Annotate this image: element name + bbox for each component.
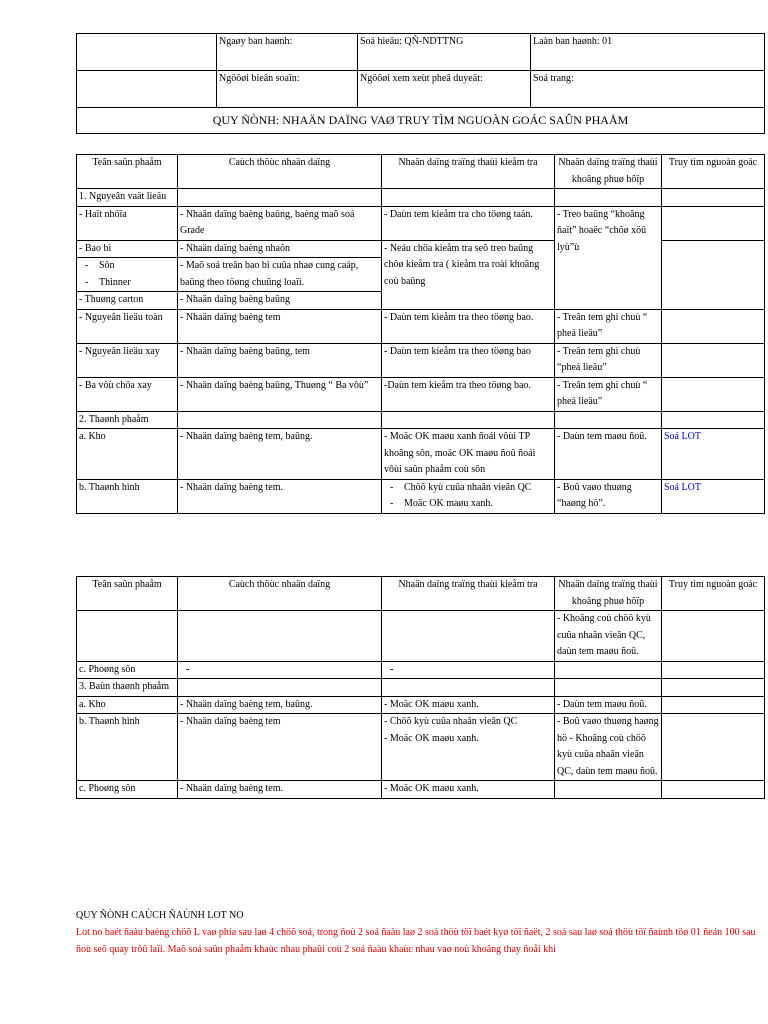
- section-row: [77, 189, 765, 207]
- section-row: [77, 411, 765, 429]
- notes-heading: QUY ÑÒNH CAÙCH ÑAÙNH LOT NO: [76, 910, 244, 921]
- trace-cell: [662, 343, 765, 377]
- method-cell: - Nhaän daïng baèng tem: [178, 714, 382, 781]
- method-cell: - Nhaän daïng baèng baûng: [178, 292, 382, 310]
- document-number: Soá hieäu: QÑ-NDTTNG: [358, 34, 531, 71]
- revision-number: Laàn ban haønh: 01: [531, 34, 765, 71]
- notes-body: Lot no baét ñaàu baèng chöõ L vaø phía sau laø 4 chöõ soá, trong ñoù 2 soá ñaàu laø 2 soá thöù töï baét kyø töï ñaët, 2 soá sau laø soá thöù töï ñaùnh töø 01 ñeán 100 sau ñoù seõ quay trôû laïi. Maõ soá saûn phaåm khaùc nhau phaûi coù 2 soá ñaàu khaùc nhau vaø noù khoâng thay ñoåi khi: [76, 927, 756, 955]
- table-row: [77, 309, 765, 343]
- method-cell: - Nhaän daïng baèng baûng, Thuøng “ Ba vôù”: [178, 377, 382, 411]
- inspect-ok-stamp: - Moäc OK maøu xanh.: [384, 496, 552, 513]
- method-cell: - Nhaän daïng baèng tem.: [178, 781, 382, 799]
- header-logo-cell: [77, 34, 217, 71]
- nonconform-cell: - Treân tem ghi chuù “pheá lieäu”: [555, 343, 662, 377]
- product-paint: - Sôn: [79, 258, 175, 275]
- reviewer-label: Ngöôøi xem xeùt pheâ duyeät:: [358, 71, 531, 108]
- nonconform-cell: - Treo baûng “khoâng ñaït” hoaëc “chôø xöû lyù”ù: [555, 206, 662, 309]
- trace-cell: [662, 240, 765, 309]
- table-row: [77, 343, 765, 377]
- table-row: [77, 240, 765, 258]
- method-cell: [178, 661, 382, 679]
- nonconform-cell: - Daùn tem maøu ñoû.: [555, 429, 662, 480]
- table-row: [77, 696, 765, 714]
- product-cell: b. Thaønh hình: [77, 479, 178, 513]
- nonconform-cell: - Treân tem ghi chuù “ pheá lieäu”: [555, 309, 662, 343]
- trace-cell: [662, 206, 765, 240]
- section-row: [77, 679, 765, 697]
- method-cell: - Nhaän daïng baèng baûng, baèng maõ soá Grade: [178, 206, 382, 240]
- table-header-row: [77, 155, 765, 189]
- document-header: [76, 33, 765, 134]
- product-cell: a. Kho: [77, 696, 178, 714]
- nonconform-cell: - Treân tem ghi chuù “ pheá lieäu”: [555, 377, 662, 411]
- col-traceability: Truy tìm nguoàn goác: [662, 577, 765, 611]
- trace-cell: [662, 377, 765, 411]
- method-cell: - Nhaän daïng baèng nhaõn: [178, 240, 382, 258]
- product-cell: c. Phoøng sôn: [77, 661, 178, 679]
- method-cell: - Nhaän daïng baèng tem: [178, 309, 382, 343]
- identification-table-1: [76, 154, 765, 514]
- method-cell: - Nhaän daïng baèng tem, baûng.: [178, 429, 382, 480]
- table-row: [77, 206, 765, 240]
- inspect-cell: [382, 479, 555, 513]
- trace-cell: Soá LOT: [662, 429, 765, 480]
- trace-cell: [662, 661, 765, 679]
- product-cell: - Bao bì: [77, 240, 178, 258]
- product-cell: - Thuøng carton: [77, 292, 178, 310]
- issue-date-label: Ngaøy ban haønh:: [217, 34, 358, 71]
- method-cell: - Nhaän daïng baèng tem.: [178, 479, 382, 513]
- trace-cell: [662, 309, 765, 343]
- col-nonconform-status: Nhaän daïng traïng thaùi khoâng phuø hôïp: [555, 577, 662, 611]
- col-traceability: Truy tìm nguoàn goác: [662, 155, 765, 189]
- col-nonconform-status: Nhaän daïng traïng thaùi khoâng phuø hôïp: [555, 155, 662, 189]
- table-row: [77, 714, 765, 781]
- inspect-qc-signature: - Chöõ kyù cuûa nhaân vieân QC: [384, 716, 518, 727]
- section-raw-materials: 1. Nguyeân vaät lieäu: [77, 189, 178, 207]
- col-product: Teân saûn phaåm: [77, 155, 178, 189]
- inspect-cell: - Moäc OK maøu xanh ñoái vôùi TP khoâng sôn, moäc OK maøu ñoû ñoái vôùi saûn phaåm coù sôn: [382, 429, 555, 480]
- nonconform-cell: - Khoâng coù chöõ kyù cuûa nhaân vieân QC, daùn tem maøu ñoû.: [555, 611, 662, 662]
- drafter-label: Ngöôøi bieân soaïn:: [217, 71, 358, 108]
- col-method: Caùch thöùc nhaän daïng: [178, 155, 382, 189]
- nonconform-cell: - Boû vaøo thuøng “haøng hö”.: [555, 479, 662, 513]
- product-cell: [77, 258, 178, 292]
- table-row: [77, 479, 765, 513]
- document-title: QUY ÑÒNH: NHAÄN DAÏNG VAØ TRUY TÌM NGUOÀN GOÁC SAÛN PHAÅM: [77, 108, 765, 134]
- nonconform-cell: - Daùn tem maøu ñoû.: [555, 696, 662, 714]
- trace-cell: Soá LOT: [662, 479, 765, 513]
- col-method: Caùch thöùc nhaän daïng: [178, 577, 382, 611]
- pages-label: Soá trang:: [531, 71, 765, 108]
- table-row: [77, 781, 765, 799]
- nonconform-cell: - Boû vaøo thuøng haøng hö - Khoâng coù chöõ kyù cuûa nhaân vieân QC, daùn tem maøu ñoû.: [555, 714, 662, 781]
- table-row: [77, 661, 765, 679]
- col-product: Teân saûn phaåm: [77, 577, 178, 611]
- inspect-cell: [382, 661, 555, 679]
- header-empty-cell: [77, 71, 217, 108]
- section-semi-finished: 3. Baùn thaønh phaåm: [77, 679, 178, 697]
- product-thinner: - Thinner: [79, 275, 175, 292]
- inspect-cell: - Daùn tem kieåm tra theo töøng bao: [382, 343, 555, 377]
- inspect-qc-signature: - Chöõ kyù cuûa nhaân vieân QC: [384, 480, 552, 497]
- lot-number-rules: [76, 907, 766, 958]
- table-row: [77, 429, 765, 480]
- col-inspect-status: Nhaän daïng traïng thaùi kieåm tra: [382, 577, 555, 611]
- identification-table-2: [76, 576, 765, 799]
- inspect-cell: -Daùn tem kieåm tra theo töøng bao.: [382, 377, 555, 411]
- product-cell: c. Phoøng sôn: [77, 781, 178, 799]
- inspect-cell: - Moäc OK maøu xanh.: [382, 781, 555, 799]
- method-cell: - Maõ soá treân bao bì cuûa nhaø cung caáp, baûng theo töøng chuûng loaïi.: [178, 258, 382, 292]
- method-cell: - Nhaän daïng baèng baûng, tem: [178, 343, 382, 377]
- product-cell: b. Thaønh hình: [77, 714, 178, 781]
- product-cell: - Ba vôù chöa xay: [77, 377, 178, 411]
- inspect-cell: - Daùn tem kieåm tra cho töøng taán.: [382, 206, 555, 240]
- inspect-cell: - Daùn tem kieåm tra theo töøng bao.: [382, 309, 555, 343]
- product-cell: a. Kho: [77, 429, 178, 480]
- inspect-cell: - Moäc OK maøu xanh.: [382, 696, 555, 714]
- inspect-cell: [382, 714, 555, 781]
- product-cell: - Nguyeân lieäu xay: [77, 343, 178, 377]
- product-cell: - Haït nhöïa: [77, 206, 178, 240]
- table-row: [77, 611, 765, 662]
- table-header-row: [77, 577, 765, 611]
- inspect-ok-stamp: - Moäc OK maøu xanh.: [384, 732, 479, 744]
- inspect-cell: - Neáu chöa kieåm tra seõ treo baûng chôø kieåm tra ( kieåm tra roài khoâng coù baûng: [382, 240, 555, 309]
- nonconform-cell: [555, 661, 662, 679]
- product-cell: - Nguyeân lieäu toàn: [77, 309, 178, 343]
- method-cell: - Nhaän daïng baèng tem, baûng.: [178, 696, 382, 714]
- col-inspect-status: Nhaän daïng traïng thaùi kieåm tra: [382, 155, 555, 189]
- table-row: [77, 377, 765, 411]
- section-finished-goods: 2. Thaønh phaåm: [77, 411, 178, 429]
